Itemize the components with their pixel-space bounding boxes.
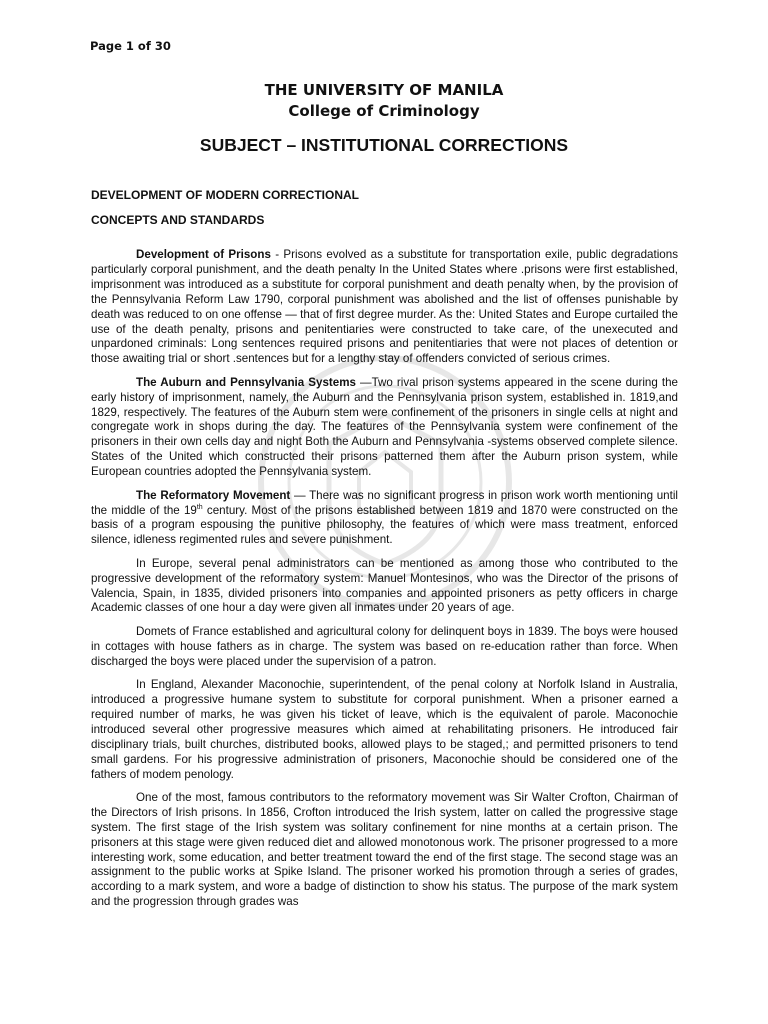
paragraph-development-of-prisons <box>91 248 678 367</box>
paragraph-domets-france <box>91 625 678 670</box>
paragraph-text: In England, Alexander Maconochie, superintendent, of the penal colony at Norfolk Island in Australia, introduced a progressive humane system to substitute for corporal punishment. When a prisoner earned a required number of marks, he was given his ticket of leave, which is the equivalent of parole. Maconochie introduced several other progressive measures which aimed at rehabilitating prisoners. He introduced fair disciplinary trials, built churches, distributed books, allowed plays to be staged,; and permitted prisoners to tend small gardens. For his progressive administration of prisoners, Maconochie should be considered one of the fathers of modem penology. <box>91 678 678 781</box>
paragraph-text: In Europe, several penal administrators can be mentioned as among those who contributed to the progressive development of the reformatory system: Manuel Montesinos, who was the Director of the prisons of Valencia, Spain, in 1835, divided prisoners into companies and appointed prisoners as petty officers in charge Academic classes of one hour a day were given all inmates under 20 years of age. <box>91 556 678 615</box>
paragraph-auburn-pennsylvania <box>91 376 678 480</box>
paragraph-lead: The Reformatory Movement <box>136 488 291 502</box>
paragraph-text: — There was no significant progress in prison work worth mentioning until the middle of the 19 <box>91 488 678 517</box>
paragraph-text: One of the most, famous contributors to the reformatory movement was Sir Walter Crofton, Chairman of the Directors of Irish prisons. In 1856, Crofton introduced the Irish system, latter on called the progressive stage system. The first stage of the Irish system was solitary confinement for nine months at a certain prison. The prisoners at this stage were given reduced diet and allowed monotonous work. The prisoner progressed to a more interesting work, some education, and better treatment toward the end of the first stage. The second stage was an assignment to the public works at Spike Island. The prisoner worked his promotion through a series of grades, according to a mark system, and wore a badge of distinction to show his status. The purpose of the mark system and the progression through grades was <box>91 790 678 909</box>
university-name: THE UNIVERSITY OF MANILA <box>264 81 504 99</box>
paragraph-text: Domets of France established and agricultural colony for delinquent boys in 1839. The boys were housed in cottages with house fathers as in charge. The system was based on re-education rather than force. When discharged the boys were placed under the supervision of a patron. <box>91 624 678 668</box>
subject-heading: SUBJECT – INSTITUTIONAL CORRECTIONS <box>199 135 569 155</box>
page-number: Page 1 of 30 <box>90 39 171 53</box>
section-title-line-1: DEVELOPMENT OF MODERN CORRECTIONAL <box>91 188 360 202</box>
section-title-line-2: CONCEPTS AND STANDARDS <box>91 213 265 227</box>
paragraph-text: - Prisons evolved as a substitute for transportation exile, public degradations particularly corporal punishment, and the death penalty In the United States where .prisons were first established, imprisonment was introduced as a substitute for corporal punishment and death penalty when, by the provision of the Pennsylvania Reform Law 1790, corporal punishment was abolished and the list of offenses punishable by death was reduced to on one offense — that of first degree murder. As the: United States and Europe curtailed the use of the death penalty, prisons and penitentiaries were constructed to take care, of the unexecuted and unpardoned criminals: Long sentences required prisons and penitentiaries that were not places of detention or those awaiting trial or short .sentences but for a lengthy stay of offenders convicted of serious crimes. <box>91 248 678 366</box>
document-body <box>91 248 678 919</box>
paragraph-lead: Development of Prisons <box>136 248 271 261</box>
paragraph-text: century. Most of the prisons established between 1819 and 1870 were constructed on the basis of a program espousing the punitive philosophy, the features of which were mass treatment, enforced silence, idleness regimented rules and severe punishment. <box>91 503 678 547</box>
college-name: College of Criminology <box>288 102 480 120</box>
superscript: th <box>196 503 203 511</box>
paragraph-europe-montesinos <box>91 557 678 617</box>
paragraph-maconochie <box>91 678 678 782</box>
paragraph-text: —Two rival prison systems appeared in the scene during the early history of imprisonment, namely, the Auburn and the Pennsylvania prison system, established in. 1819,and 1829, respectively. The features of the Auburn stem were confinement of the prisoners in single cells at night and congregate work in shops during the day. The features of the Pennsylvania system were confinement of the prisoners in their own cells day and night Both the Auburn and Pennsylvania -systems observed complete silence. States of the United which constructed their prisons patterned them after the Auburn prison system, while European countries adopted the Pennsylvania system. <box>91 375 678 479</box>
paragraph-crofton <box>91 791 678 910</box>
paragraph-reformatory-movement <box>91 489 678 549</box>
paragraph-lead: The Auburn and Pennsylvania Systems <box>136 375 356 389</box>
